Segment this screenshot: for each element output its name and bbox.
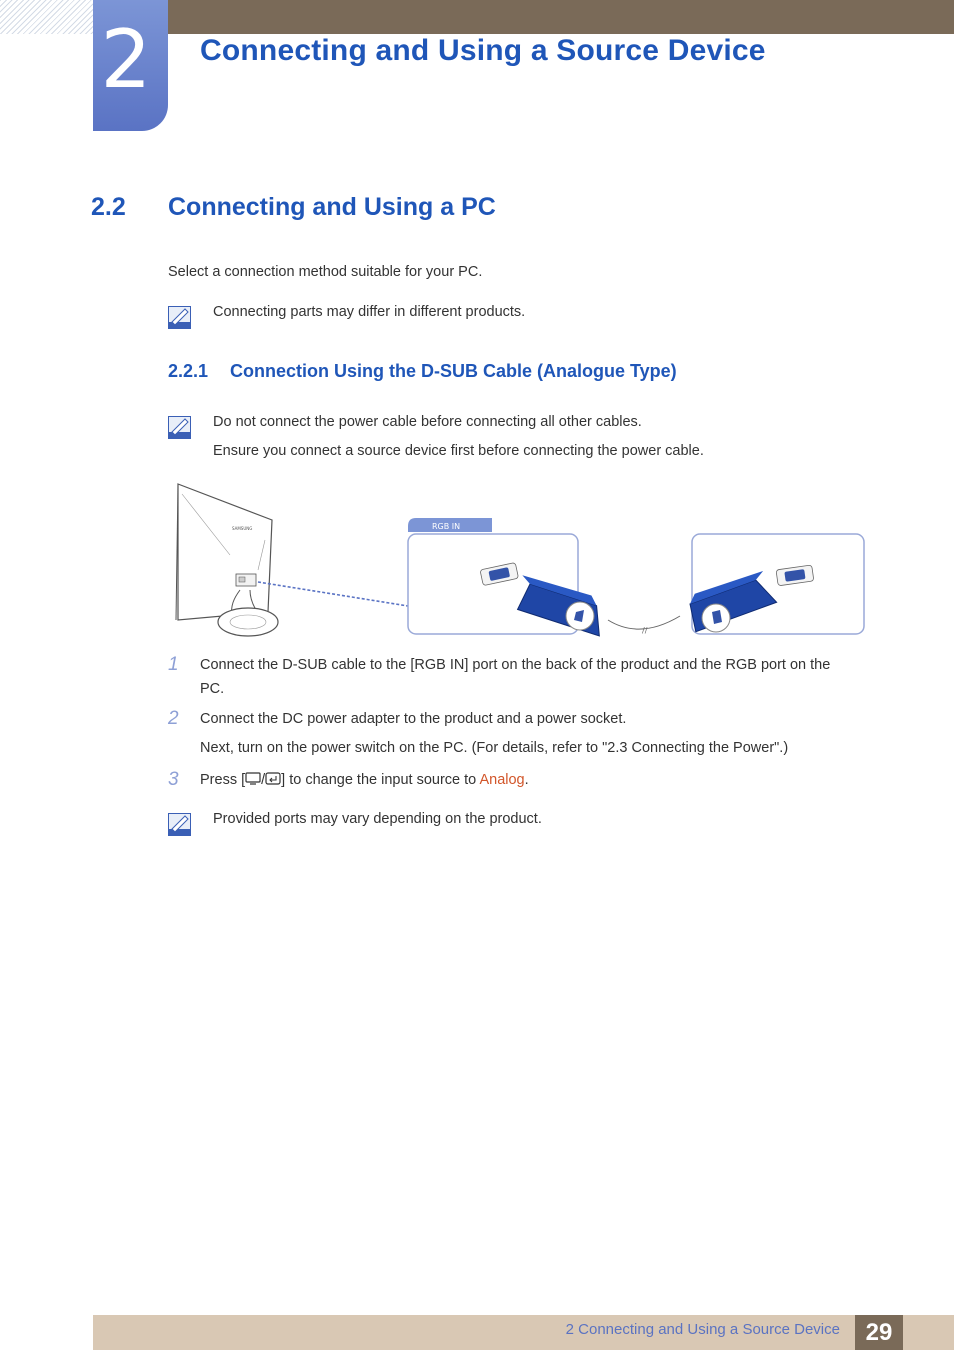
rgb-in-callout bbox=[408, 518, 610, 636]
cable-break-mark: // bbox=[642, 626, 648, 635]
brand-label: SAMSUNG bbox=[232, 526, 253, 531]
section-intro: Select a connection method suitable for your PC. bbox=[168, 264, 483, 280]
step-3-after: ] to change the input source to bbox=[281, 772, 480, 788]
monitor-illustration bbox=[176, 484, 278, 636]
note-icon bbox=[168, 813, 192, 837]
step-2-line2: Next, turn on the power switch on the PC. (For details, refer to "2.3 Connecting the Power".) bbox=[200, 740, 789, 756]
section-number: 2.2 bbox=[91, 193, 126, 221]
final-note: Provided ports may vary depending on the product. bbox=[213, 811, 542, 827]
step-number: 1 bbox=[168, 654, 179, 675]
analog-source: Analog bbox=[479, 772, 525, 788]
enter-key-icon bbox=[265, 772, 281, 786]
page-number: 29 bbox=[865, 1319, 893, 1346]
step-1-line2: PC. bbox=[200, 681, 225, 697]
header-bar bbox=[168, 0, 954, 34]
source-key-icon bbox=[245, 772, 261, 786]
dashed-pointer bbox=[258, 582, 408, 606]
chapter-title: Connecting and Using a Source Device bbox=[200, 34, 766, 67]
step-3-press: Press [ bbox=[200, 772, 246, 788]
pc-port-callout bbox=[684, 534, 864, 634]
rgb-in-label: RGB IN bbox=[432, 522, 461, 531]
note-icon bbox=[168, 416, 192, 440]
subsection-note-line2: Ensure you connect a source device first before connecting the power cable. bbox=[213, 443, 704, 459]
footer-chapter-text: 2 Connecting and Using a Source Device bbox=[565, 1321, 840, 1338]
section-title: Connecting and Using a PC bbox=[168, 193, 496, 221]
header-hatch bbox=[0, 0, 93, 34]
step-number: 2 bbox=[168, 708, 179, 729]
section-note: Connecting parts may differ in different products. bbox=[213, 304, 526, 320]
step-2-line1: Connect the DC power adapter to the product and a power socket. bbox=[200, 711, 627, 727]
step-3-slash: / bbox=[261, 772, 266, 788]
step-number: 3 bbox=[168, 769, 179, 790]
subsection-title: Connection Using the D-SUB Cable (Analogue Type) bbox=[230, 361, 677, 381]
step-1-line1: Connect the D-SUB cable to the [RGB IN] port on the back of the product and the RGB port on the bbox=[200, 657, 831, 673]
chapter-number: 2 bbox=[100, 13, 152, 106]
step-3-period: . bbox=[524, 772, 529, 788]
subsection-number: 2.2.1 bbox=[168, 361, 209, 381]
subsection-note-line1: Do not connect the power cable before connecting all other cables. bbox=[213, 414, 642, 430]
note-icon bbox=[168, 306, 192, 330]
connection-diagram bbox=[170, 480, 870, 642]
step-3-text bbox=[200, 772, 529, 788]
